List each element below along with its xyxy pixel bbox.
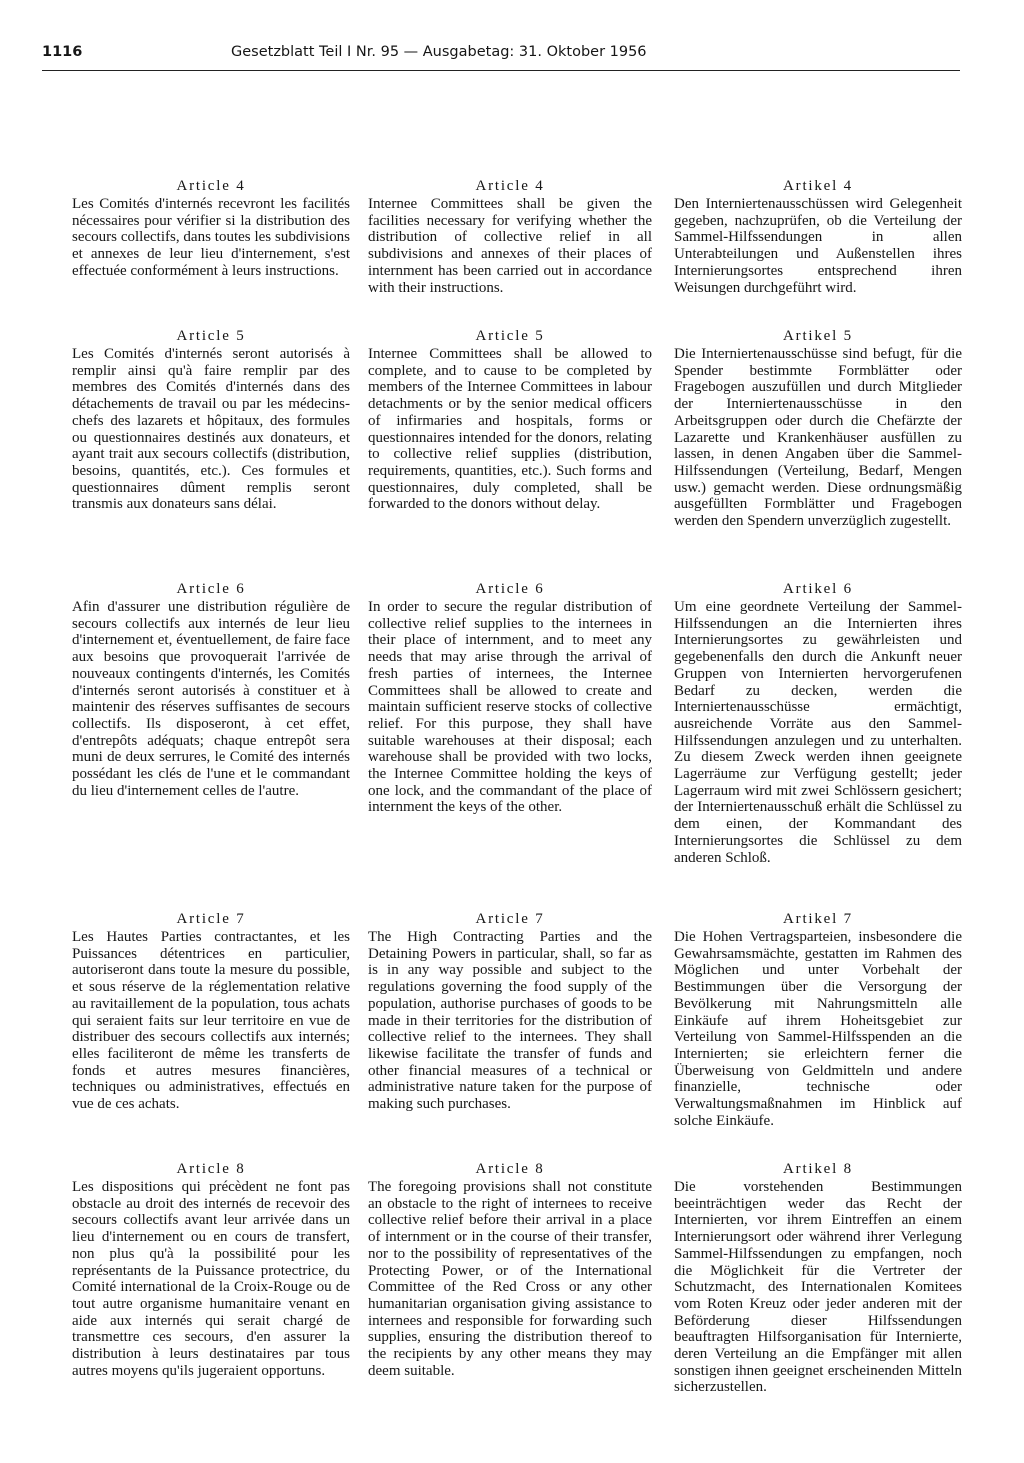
article-heading: Article 5 <box>176 328 246 344</box>
article-text: Den Interniertenausschüssen wird Gelegenheit gegeben, nachzuprüfen, ob die Verteilung der Sammel-Hilfssendungen in allen Unterabteilungen und Außenstellen ihres Internierungsortes entsprechend ihren Weisungen durchgeführt wird. <box>674 196 962 296</box>
column-french <box>72 0 350 1463</box>
article-5-english <box>368 328 652 513</box>
page-number: 1116 <box>42 44 83 60</box>
article-text: Les Comités d'internés recevront les facilités nécessaires pour vérifier si la distribution des secours collectifs, dans toutes les subdivisions et annexes de leur lieu d'internement, s'est effectuée conformément à leurs instructions. <box>72 196 350 279</box>
article-4-english <box>368 178 652 296</box>
article-7-english <box>368 911 652 1113</box>
article-heading: Article 8 <box>176 1161 246 1177</box>
article-text: Les Hautes Parties contractantes, et les Puissances détentrices en particulier, autoriseront dans toute la mesure du possible, et sous réserve de la réglementation relative au ravitaillement de la population, tous achats qui seraient faits sur leur territoire en vue de distribuer des secours collectifs aux internés; elles faciliteront de même les transferts de fonds et autres mesures financières, techniques ou administratives, effectués en vue de ces achats. <box>72 929 350 1113</box>
article-5-french <box>72 328 350 513</box>
article-5-german <box>674 328 962 530</box>
article-text: Internee Committees shall be given the facilities necessary for verifying whether the distribution of collective relief in all subdivisions and annexes of their places of internment has been carried out in accordance with their instructions. <box>368 196 652 296</box>
article-7-german <box>674 911 962 1129</box>
article-text: Um eine geordnete Verteilung der Sammel-Hilfssendungen an die Internierten ihres Internierungsortes zu gewährleisten und gegebenenfalls den durch die Ankunft neuer Gruppen von Internierten hervorgerufenen Bedarf zu decken, werden die Interniertenausschüsse ermächtigt, ausreichende Vorräte aus den Sammel-Hilfssendungen anzulegen und zu unterhalten. Zu diesem Zweck werden ihnen geeignete Lagerräume zur Verfügung gestellt; jeder Lagerraum wird mit zwei Schlössern gesichert; der Interniertenausschuß erhält die Schlüssel zu dem einen, der Kommandant des Internierungsortes die Schlüssel zu dem anderen Schloß. <box>674 599 962 866</box>
article-text: Die Interniertenausschüsse sind befugt, für die Spender bestimmte Formblätter oder Fragebogen auszufüllen und durch Mitglieder der Interniertenausschüsse in den Arbeitsgruppen oder durch die Chefärzte der Lazarette und Krankenhäuser ausfüllen zu lassen, in denen Angaben über die Sammel-Hilfssendungen (Verteilung, Bedarf, Mengen usw.) gemacht werden. Diese ordnungsmäßig ausgefüllten Formblätter und Fragebogen werden den Spendern unverzüglich zugestellt. <box>674 346 962 530</box>
article-text: Afin d'assurer une distribution régulière de secours collectifs aux internés de leur lieu d'internement et, éventuellement, de faire face aux besoins que provoquerait l'arrivée de nouveaux contingents d'internés, les Comités d'internés seront autorisés à constituer et à maintenir des réserves suffisantes de secours collectifs. Ils disposeront, à cet effet, d'entrepôts adéquats; chaque entrepôt sera muni de deux serrures, le Comité des internés possédant les clés de l'une et le commandant du lieu d'internement celles de l'autre. <box>72 599 350 799</box>
article-heading: Article 7 <box>176 911 246 927</box>
article-heading: Article 4 <box>475 178 545 194</box>
article-text: Les dispositions qui précèdent ne font pas obstacle au droit des internés de recevoir des secours collectifs avant leur arrivée dans un lieu d'internement ou en cours de transfert, non plus qu'à la possibilité pour les représentants de la Puissance protectrice, du Comité international de la Croix-Rouge ou de tout autre organisme humanitaire venant en aide aux internés qui serait chargé de transmettre ces secours, d'en assurer la distribution à leurs destinataires par tous autres moyens qu'ils jugeraient opportuns. <box>72 1179 350 1379</box>
article-text: The foregoing provisions shall not constitute an obstacle to the right of internees to receive collective relief before their arrival in a place of internment or in the course of their transfer, nor to the possibility of representatives of the Protecting Power, or of the International Committee of the Red Cross or any other humanitarian organisation giving assistance to internees and responsible for forwarding such supplies, ensuring the distribution thereof to the recipients by any other means they may deem suitable. <box>368 1179 652 1379</box>
article-4-german <box>674 178 962 296</box>
article-heading: Article 7 <box>475 911 545 927</box>
article-heading: Artikel 4 <box>783 178 853 194</box>
article-4-french <box>72 178 350 280</box>
article-heading: Artikel 6 <box>783 581 853 597</box>
article-heading: Article 6 <box>176 581 246 597</box>
article-heading: Article 4 <box>176 178 246 194</box>
article-8-german <box>674 1161 962 1396</box>
article-8-french <box>72 1161 350 1379</box>
article-7-french <box>72 911 350 1113</box>
article-text: Les Comités d'internés seront autorisés à remplir ainsi qu'à faire remplir par des membres des Comités d'internés dans des détachements de travail ou par les médecins-chefs des lazarets et hôpitaux, des formules ou questionnaires destinés aux donateurs, et ayant trait aux secours collectifs (distribution, besoins, quantités, etc.). Ces formules et questionnaires dûment remplis seront transmis aux donateurs sans délai. <box>72 346 350 513</box>
column-german <box>674 0 962 1463</box>
article-text: Die vorstehenden Bestimmungen beeinträchtigen weder das Recht der Internierten, vor ihrem Eintreffen an einem Internierungsort oder während ihrer Verlegung Sammel-Hilfssendungen zu empfangen, noch die Möglichkeit für die Vertreter der Schutzmacht, des Internationalen Komitees vom Roten Kreuz oder jeder anderen mit der Beförderung dieser Hilfssendungen beauftragten Hilfsorganisation für Internierte, deren Verteilung an die Empfänger mit allen sonstigen ihnen geeignet erscheinenden Mitteln sicherzustellen. <box>674 1179 962 1396</box>
article-text: In order to secure the regular distribution of collective relief supplies to the internees in their place of internment, and to meet any needs that may arise through the arrival of fresh parties of internees, the Internee Committees shall be allowed to create and maintain sufficient reserve stocks of collective relief. For this purpose, they shall have suitable warehouses at their disposal; each warehouse shall be provided with two locks, the Internee Committee holding the keys of one lock, and the commandant of the place of internment the keys of the other. <box>368 599 652 816</box>
article-6-french <box>72 581 350 799</box>
article-heading: Article 6 <box>475 581 545 597</box>
article-heading: Article 8 <box>475 1161 545 1177</box>
article-6-english <box>368 581 652 816</box>
article-text: Die Hohen Vertragsparteien, insbesondere die Gewahrsamsmächte, gestatten im Rahmen des Möglichen und unter Vorbehalt der Bestimmungen über die Versorgung der Bevölkerung mit Nahrungsmitteln alle Einkäufe auf ihrem Hoheitsgebiet zur Verteilung von Sammel-Hilfsspenden an die Internierten; sie erleichtern ferner die Überweisung von Geldmitteln und andere finanzielle, technische oder Verwaltungsmaßnahmen im Hinblick auf solche Einkäufe. <box>674 929 962 1129</box>
article-text: The High Contracting Parties and the Detaining Powers in particular, shall, so far as is in any way possible and subject to the regulations governing the food supply of the population, authorise purchases of goods to be made in their territories for the distribution of collective relief to the internees. They shall likewise facilitate the transfer of funds and other financial measures of a technical or administrative nature taken for the purpose of making such purchases. <box>368 929 652 1113</box>
header-title: Gesetzblatt Teil I Nr. 95 — Ausgabetag: 31. Oktober 1956 <box>231 44 647 60</box>
article-heading: Artikel 5 <box>783 328 853 344</box>
column-english <box>368 0 652 1463</box>
article-heading: Artikel 7 <box>783 911 853 927</box>
article-text: Internee Committees shall be allowed to complete, and to cause to be completed by members of the Internee Committees in labour detachments or by the senior medical officers of infirmaries and hospitals, forms or questionnaires intended for the donors, relating to collective relief supplies (distribution, requirements, quantities, etc.). Such forms and questionnaires, duly completed, shall be forwarded to the donors without delay. <box>368 346 652 513</box>
article-6-german <box>674 581 962 866</box>
article-8-english <box>368 1161 652 1379</box>
article-heading: Artikel 8 <box>783 1161 853 1177</box>
article-heading: Article 5 <box>475 328 545 344</box>
